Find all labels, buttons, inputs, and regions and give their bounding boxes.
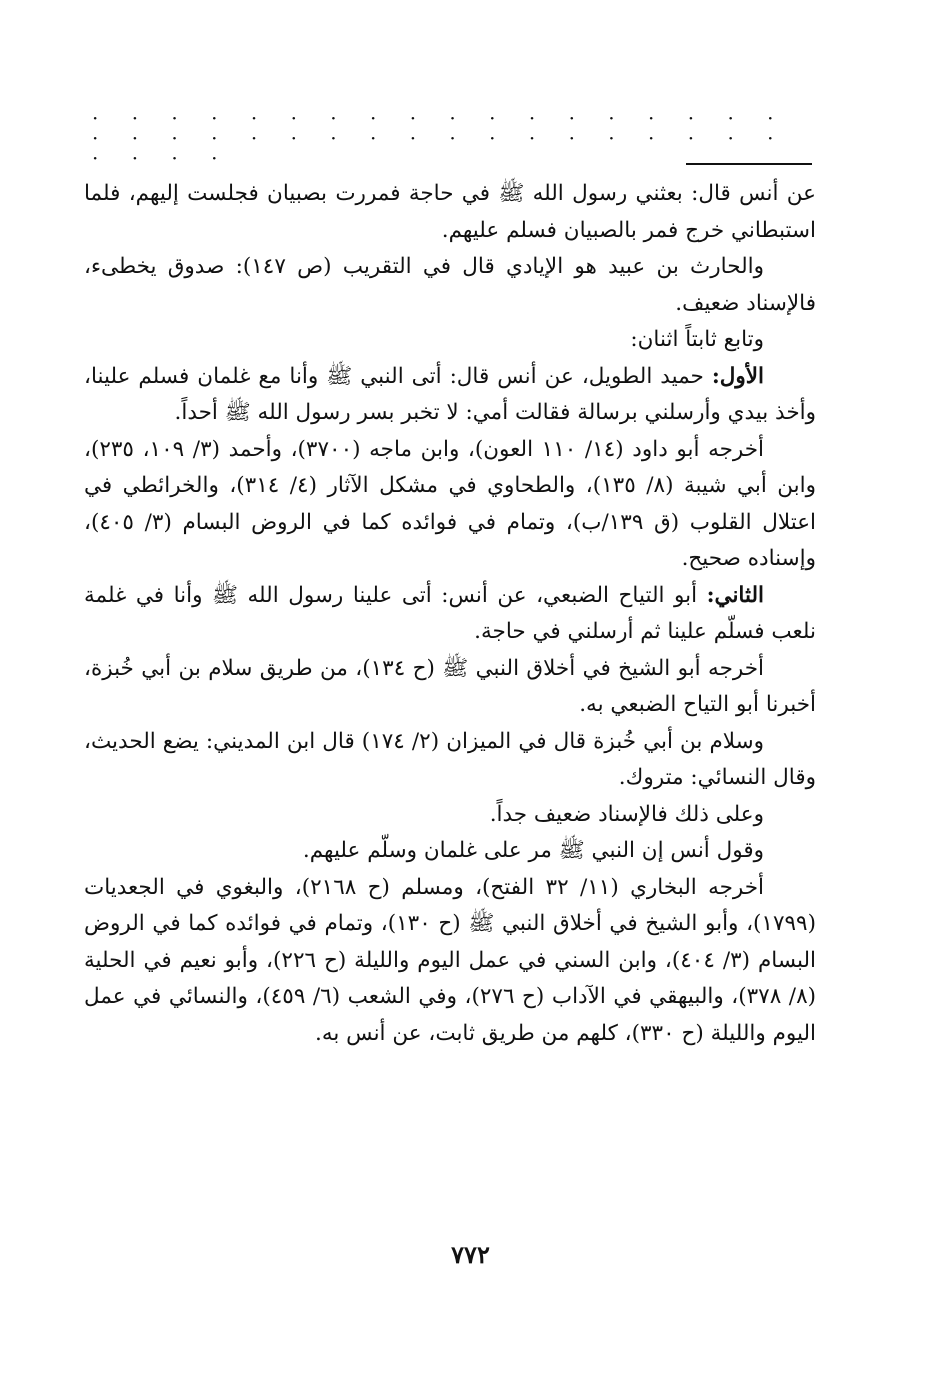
paragraph-11	[84, 870, 816, 1053]
paragraph-text: وسلام بن أبي خُبزة قال في الميزان (٢/ ١٧٤) قال ابن المديني: يضع الحديث، وقال النسائي: متروك.	[84, 728, 816, 790]
paragraph-5	[84, 432, 816, 578]
paragraph-text: أخرجه أبو داود (١٤/ ١١٠ العون)، وابن ماجه (٣٧٠٠)، وأحمد (٣/ ١٠٩، ٢٣٥)، وابن أبي شيبة (٨/ ١٣٥)، والطحاوي في مشكل الآثار (٤/ ٣١٤)، والخرائطي في اعتلال القلوب (ق ١٣٩/ب)، وتمام في فوائده كما في الروض البسام (٣/ ٤٠٥)، وإسناده صحيح.	[84, 436, 817, 571]
paragraph-2	[84, 249, 816, 322]
paragraph-lead: الثاني:	[706, 582, 764, 608]
paragraph-text: عن أنس قال: بعثني رسول الله ﷺ في حاجة فمررت بصبيان فجلست إليهم، فلما استبطاني خرج فمر بالصبيان فسلم عليهم.	[84, 181, 816, 243]
paragraph-7	[84, 651, 816, 724]
footnote-body	[84, 176, 816, 1052]
paragraph-3	[84, 322, 816, 359]
paragraph-text: أخرجه أبو الشيخ في أخلاق النبي ﷺ (ح ١٣٤)، من طريق سلام بن أبي خُبزة، أخبرنا أبو التياح الضبعي به.	[84, 655, 816, 717]
paragraph-text: أبو التياح الضبعي، عن أنس: أتى علينا رسول الله ﷺ وأنا في غلمة نلعب فسلّم علينا ثم أرسلني في حاجة.	[84, 582, 816, 644]
header-dotted-line: · · · · · · · · · · · · · · · · · · · · · · · · · · · · · · · · · · · · · · · ·	[92, 106, 788, 170]
paragraph-8	[84, 724, 816, 797]
paragraph-text: حميد الطويل، عن أنس قال: أتى النبي ﷺ وأنا مع غلمان فسلم علينا، وأخذ بيدي وأرسلني برسالة فقالت أمي: لا تخبر بسر رسول الله ﷺ أحداً.	[84, 363, 816, 425]
paragraph-text: والحارث بن عبيد هو الإيادي قال في التقريب (ص ١٤٧): صدوق يخطىء، فالإسناد ضعيف.	[84, 254, 816, 316]
paragraph-text: أخرجه البخاري (١١/ ٣٢ الفتح)، ومسلم (ح ٢١٦٨)، والبغوي في الجعديات (١٧٩٩)، وأبو الشيخ في أخلاق النبي ﷺ (ح ١٣٠)، وتمام في فوائده كما في الروض البسام (٣/ ٤٠٤)، وابن السني في عمل اليوم والليلة (ح ٢٢٦)، وأبو نعيم في الحلية (٨/ ٣٧٨)، والبيهقي في الآداب (ح ٢٧٦)، وفي الشعب (٦/ ٤٥٩)، والنسائي في عمل اليوم والليلة (ح ٣٣٠)، كلهم من طريق ثابت، عن أنس به.	[84, 874, 817, 1046]
paragraph-text: وقول أنس إن النبي ﷺ مر على غلمان وسلّم عليهم.	[302, 838, 764, 863]
paragraph-lead: الأول:	[711, 363, 764, 389]
paragraph-10	[84, 833, 816, 870]
paragraph-1	[84, 176, 816, 249]
paragraph-text: وعلى ذلك فالإسناد ضعيف جداً.	[489, 801, 764, 827]
paragraph-9	[84, 797, 816, 834]
paragraph-6	[84, 578, 816, 651]
paragraph-text: وتابع ثابتاً اثنان:	[630, 327, 764, 352]
page-number: ٧٧٢	[451, 1240, 490, 1269]
footnote-separator	[686, 163, 812, 165]
paragraph-4	[84, 359, 816, 432]
